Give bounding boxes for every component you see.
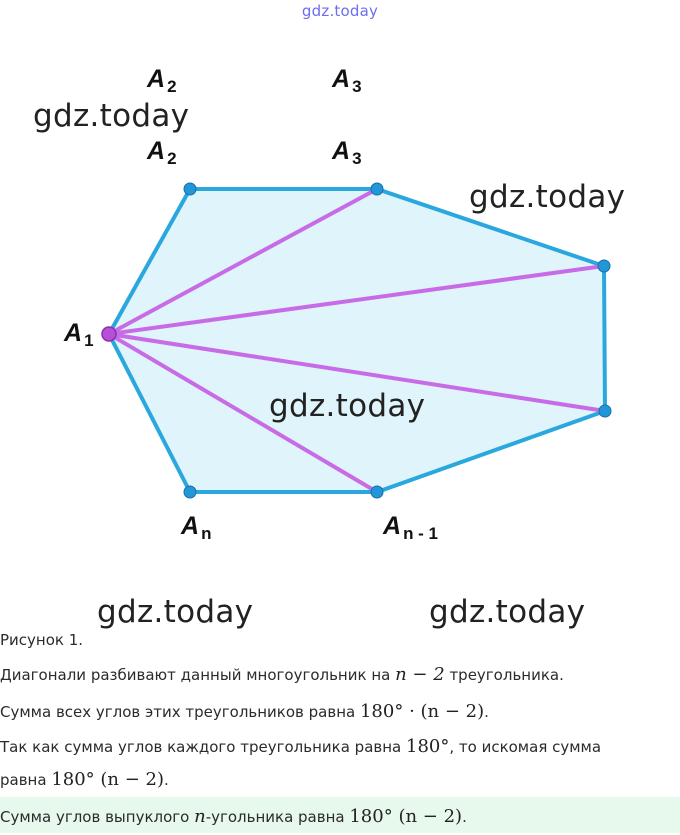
watermark-5: gdz.today <box>429 594 586 630</box>
solution-line-1 <box>0 666 680 684</box>
vertex-a4 <box>598 260 610 272</box>
math-variable: n <box>194 806 206 827</box>
text: Так как сумма углов каждого треугольника равна <box>0 738 406 756</box>
solution-line-3 <box>0 738 680 756</box>
text: . <box>484 703 489 721</box>
figure-caption: Рисунок 1. <box>0 631 84 649</box>
math-expression: 180° (n − 2) <box>349 806 463 827</box>
text: -угольника равна <box>205 808 350 826</box>
solution-line-2 <box>0 703 680 721</box>
vertex-an1 <box>371 486 383 498</box>
watermark-1: gdz.today <box>33 98 190 134</box>
vertex-a1 <box>102 327 116 341</box>
text: , то искомая сумма <box>449 738 602 756</box>
watermark-2: gdz.today <box>469 179 626 215</box>
watermark-4: gdz.today <box>97 594 254 630</box>
answer-line <box>0 808 680 826</box>
text: треугольника. <box>444 666 564 684</box>
label-a2: A $_2$ <box>147 137 177 168</box>
text: Диагонали разбивают данный многоугольник на <box>0 666 396 684</box>
vertex-a2 <box>184 183 196 195</box>
text: . <box>164 771 169 789</box>
text: Сумма всех углов этих треугольников равна <box>0 703 360 721</box>
label-a2-top: A $_2$ <box>147 65 177 96</box>
text: Сумма углов выпуклого <box>0 808 195 826</box>
vertex-a3 <box>371 183 383 195</box>
label-an-1: A $_{n - 1}$ <box>383 512 439 543</box>
label-a3: A $_3$ <box>332 137 362 168</box>
label-a3-top: A $_3$ <box>332 65 362 96</box>
watermark-3: gdz.today <box>269 388 426 424</box>
math-expression: 180° · (n − 2) <box>359 701 485 722</box>
text: . <box>462 808 467 826</box>
label-an: A $_n$ <box>181 512 212 543</box>
label-a1: A $_1$ <box>64 319 94 350</box>
vertex-a5 <box>599 405 611 417</box>
solution-line-4 <box>0 771 680 789</box>
math-expression: 180° (n − 2) <box>51 769 165 790</box>
vertex-an <box>184 486 196 498</box>
polygon-shape <box>109 189 605 492</box>
math-expression: 180° <box>406 736 450 757</box>
text: равна <box>0 771 52 789</box>
math-expression: n − 2 <box>395 664 445 685</box>
top-watermark: gdz.today <box>301 2 379 20</box>
